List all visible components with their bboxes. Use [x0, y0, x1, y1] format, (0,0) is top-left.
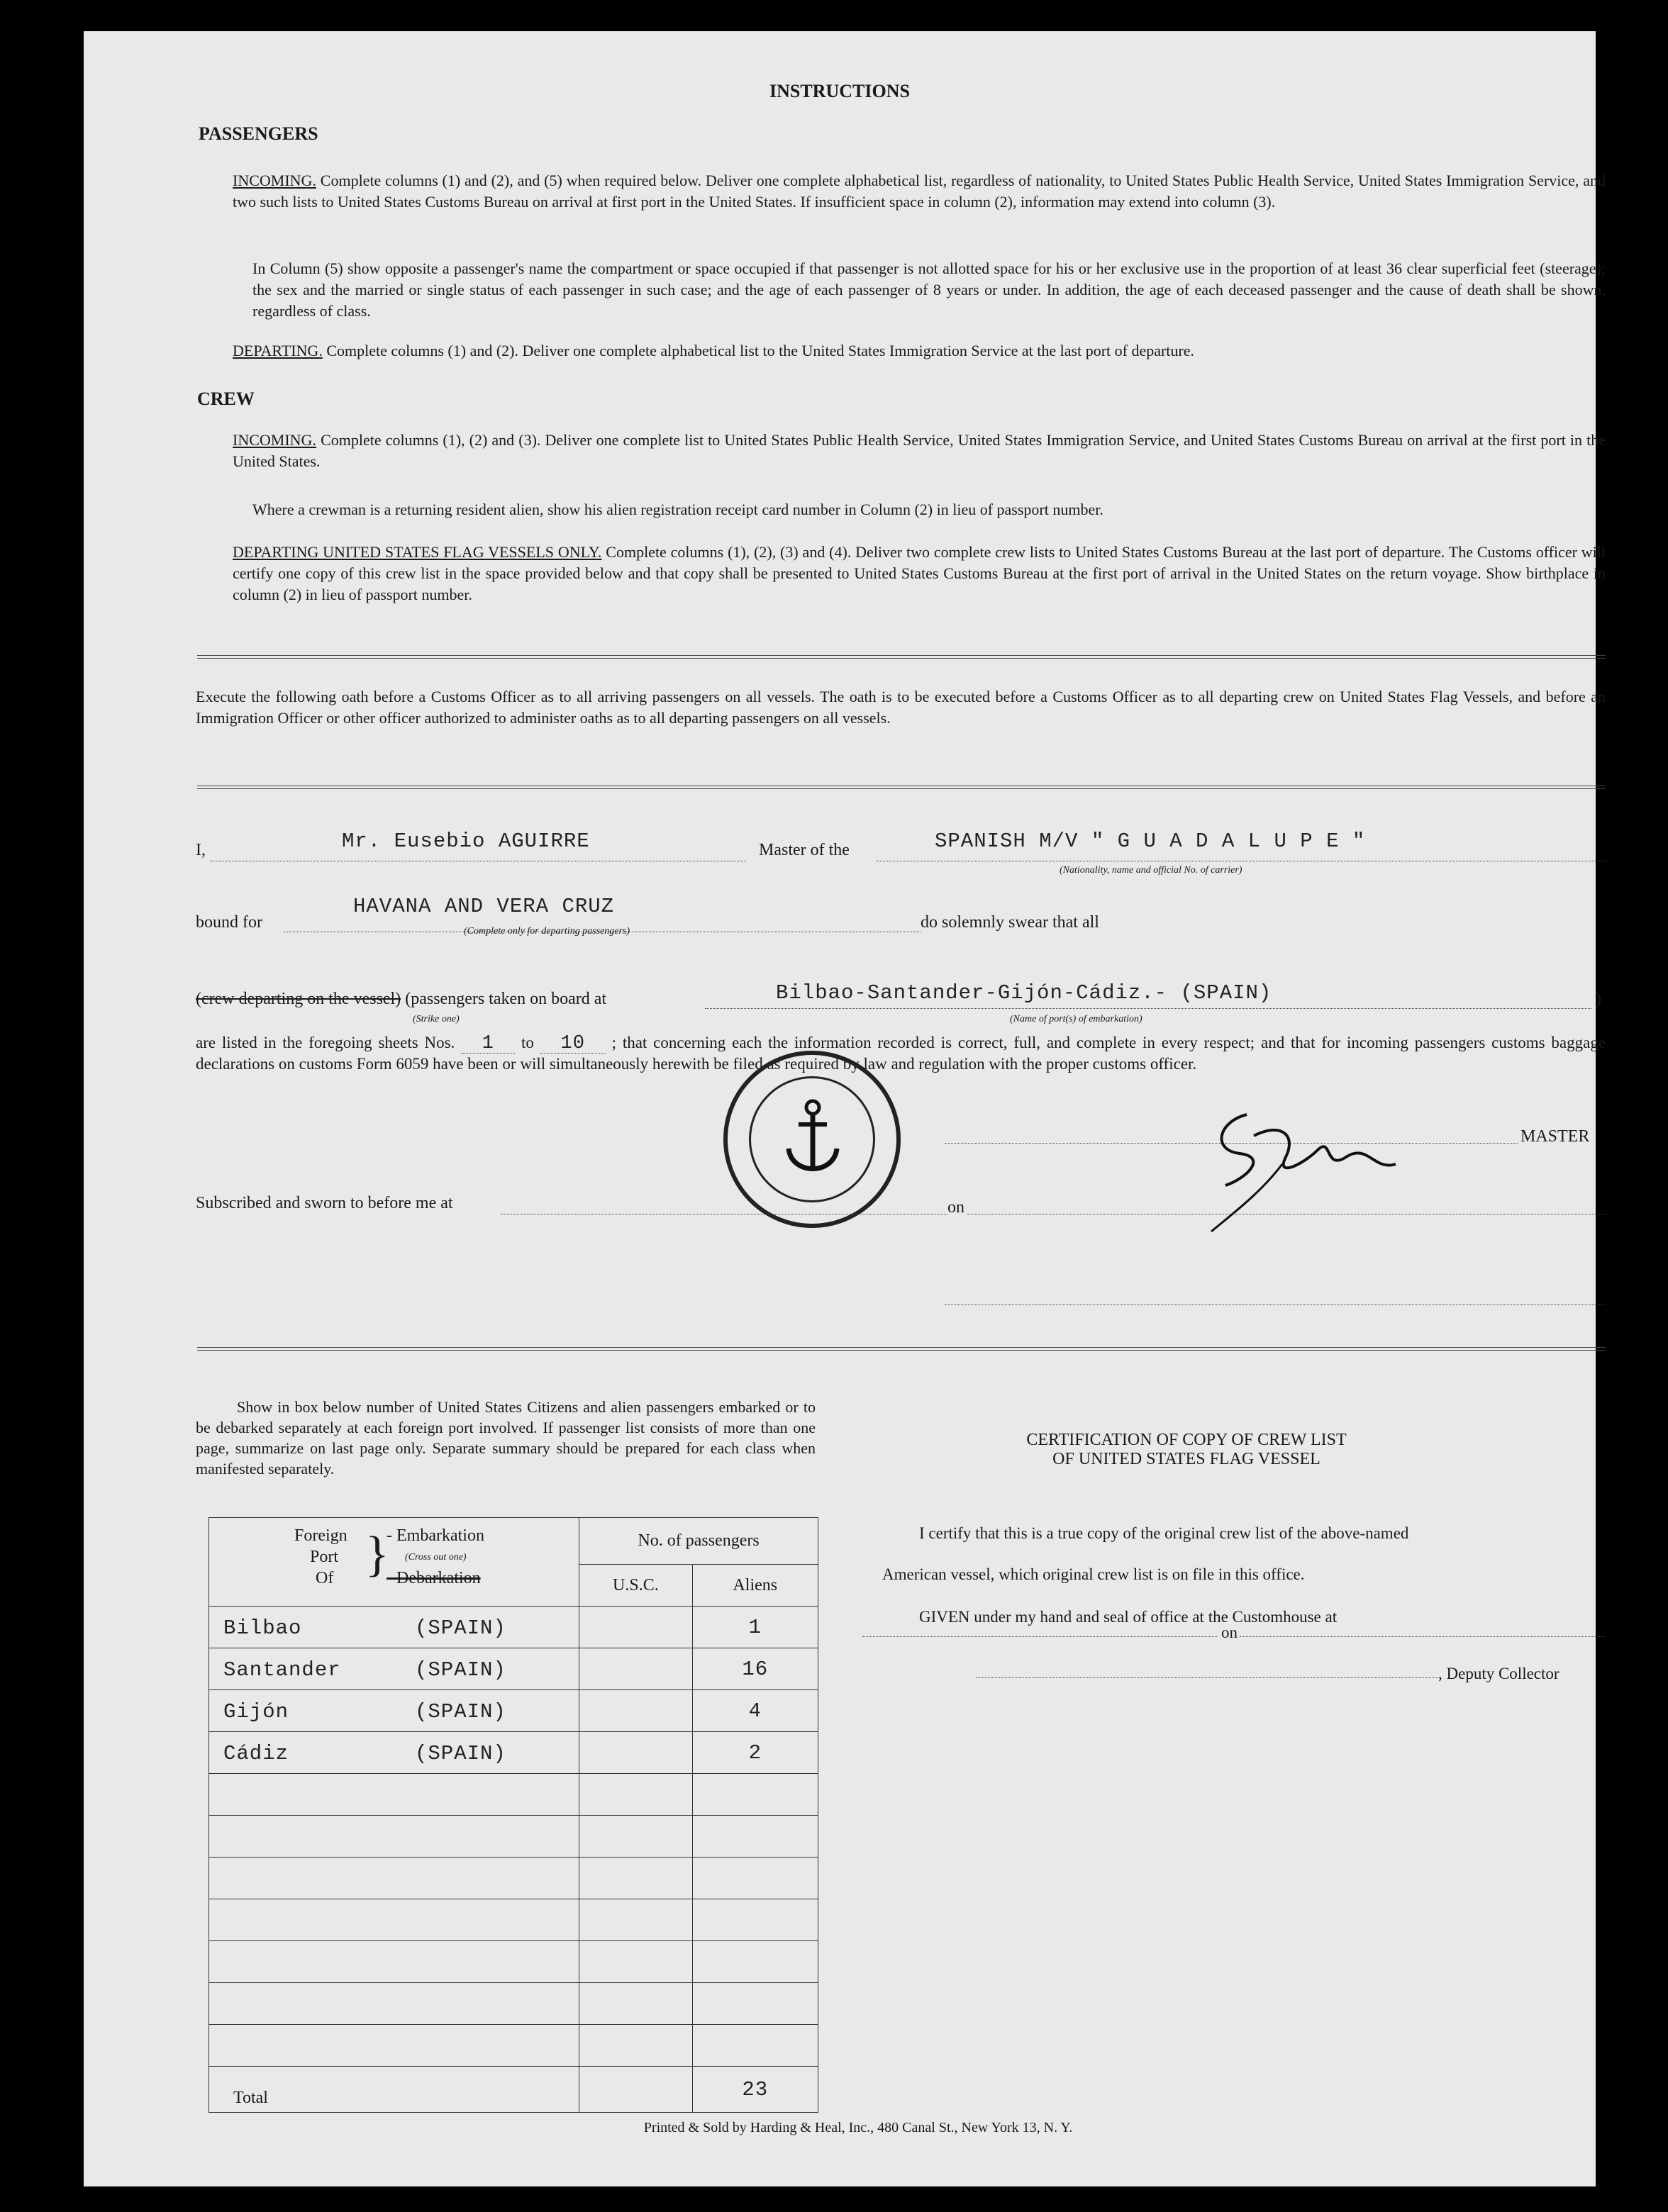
incoming-label: INCOMING. — [233, 172, 316, 189]
resident-alien-paragraph: Where a crewman is a returning resident alien, show his alien registration receipt card number in Column (2) in lieu of passport number. — [252, 501, 1103, 518]
departing-label: DEPARTING. — [233, 342, 323, 359]
vessel-name: SPANISH M/V " G U A D A L U P E " — [935, 830, 1366, 853]
summary-table-row — [209, 1607, 818, 1648]
usc-count — [579, 1858, 692, 1899]
usc-header: U.S.C. — [579, 1565, 692, 1607]
aliens-count: 4 — [692, 1690, 818, 1732]
port-name: Cádiz — [223, 1742, 289, 1765]
summary-table-row — [209, 2025, 818, 2067]
master-name: Mr. Eusebio AGUIRRE — [342, 830, 590, 853]
bound-for-label: bound for — [196, 913, 262, 932]
document-page — [84, 31, 1606, 2186]
port-country: (SPAIN) — [415, 1742, 506, 1765]
usc-count — [579, 1690, 692, 1732]
certification-title — [935, 1431, 1438, 1469]
foreign-label: Foreign — [294, 1526, 348, 1545]
summary-table-row — [209, 1899, 818, 1941]
total-usc — [579, 2067, 692, 2113]
aliens-count: 16 — [692, 1648, 818, 1690]
port-country: (SPAIN) — [415, 1658, 506, 1682]
crew-departing-label: DEPARTING UNITED STATES FLAG VESSELS ONLY. — [233, 543, 602, 561]
port-cell — [209, 1648, 579, 1690]
crew-incoming-text: Complete columns (1), (2) and (3). Deliver one complete list to United States Public Health Service, United States Immigration Service, and United States Customs Bureau on arrival at the first port in the United States. — [233, 431, 1606, 470]
swear-text: do solemnly swear that all — [921, 913, 1099, 932]
port-label: Port — [310, 1548, 339, 1566]
instructions-title: INSTRUCTIONS — [769, 81, 910, 101]
passengers-departing-paragraph — [233, 340, 1606, 362]
usc-count — [579, 1899, 692, 1941]
ports-of-embarkation: Bilbao-Santander-Gijón-Cádiz.- (SPAIN) — [776, 981, 1272, 1005]
total-label: Total — [209, 2067, 579, 2113]
sheet-to: 10 — [540, 1034, 606, 1054]
aliens-count — [692, 1899, 818, 1941]
divider — [197, 655, 1606, 659]
usc-count — [579, 1648, 692, 1690]
passengers-heading: PASSENGERS — [199, 123, 318, 144]
debarkation-struck: - Debarkation — [387, 1569, 481, 1587]
usc-count — [579, 2025, 692, 2067]
deputy-collector-line — [976, 1677, 1438, 1678]
sheets-paragraph — [196, 1032, 1606, 1075]
brace: } — [365, 1527, 389, 1582]
usc-count — [579, 1816, 692, 1858]
divider — [197, 786, 1606, 789]
summary-instructions: Show in box below number of United States Citizens and alien passengers embarked or to be debarked separately at each foreign port involved. If passenger list consists of more than one page, summarize on last page only. Separate summary should be prepared for each class when manifested separately. — [196, 1398, 816, 1478]
usc-count — [579, 1732, 692, 1774]
port-cell — [209, 1858, 579, 1899]
port-cell — [209, 1983, 579, 2025]
summary-rows — [209, 1607, 818, 2067]
port-cell — [209, 1690, 579, 1732]
summary-table-row — [209, 1774, 818, 1816]
master-signature — [1162, 1086, 1445, 1242]
aliens-header: Aliens — [692, 1565, 818, 1607]
certification-on-label: on — [1221, 1624, 1238, 1641]
port-country: (SPAIN) — [415, 1616, 506, 1640]
certification-date-line — [1240, 1636, 1606, 1637]
aliens-count — [692, 1941, 818, 1983]
aliens-count — [692, 1858, 818, 1899]
port-cell — [209, 2025, 579, 2067]
usc-count — [579, 1774, 692, 1816]
vessel-caption: (Nationality, name and official No. of carrier) — [1060, 865, 1242, 876]
port-country: (SPAIN) — [415, 1700, 506, 1724]
printer-footer: Printed & Sold by Harding & Heal, Inc., 480 Canal St., New York 13, N. Y. — [643, 2120, 1073, 2135]
crew-departing-text: Complete columns (1), (2), (3) and (4). Deliver two complete crew lists to United States Customs Bureau at the last port of departure. The Customs officer will certify one copy of this crew list in the space provided below and that copy shall be presented to United States Customs Bureau at the first port of arrival in the United States on the return voyage. Show birthplace in column (2) in lieu of passport number. — [233, 543, 1606, 603]
certification-title-line1: CERTIFICATION OF COPY OF CREW LIST — [1026, 1431, 1347, 1449]
crew-incoming-label: INCOMING. — [233, 431, 316, 449]
port-name: Santander — [223, 1658, 341, 1682]
ports-caption: (Name of port(s) of embarkation) — [1010, 1014, 1142, 1024]
to-label: to — [521, 1034, 534, 1051]
port-cell — [209, 1732, 579, 1774]
summary-table-row — [209, 1732, 818, 1774]
passenger-summary-table — [208, 1517, 818, 2113]
crew-departing-paragraph — [233, 542, 1606, 605]
oath-intro: Execute the following oath before a Customs Officer as to all arriving passengers on all vessels. The oath is to be executed before a Customs Officer as to all departing crew on United States Flag Vessels, and before an Immigration Officer or other officer authorized to administer oaths as to all departing passengers on all vessels. — [196, 688, 1606, 727]
port-cell — [209, 1607, 579, 1648]
passengers-incoming-paragraph — [233, 170, 1606, 213]
usc-count — [579, 1607, 692, 1648]
certification-title-line2: OF UNITED STATES FLAG VESSEL — [1052, 1450, 1320, 1468]
incoming-text: Complete columns (1) and (2), and (5) when required below. Deliver one complete alphabetical list, regardless of nationality, to United States Public Health Service, United States Immigration Service, and two such lists to United States Customs Bureau on arrival at first port in the United States. If insufficient space in column (2), information may extend into column (3). — [233, 172, 1606, 211]
summary-table-row — [209, 1858, 818, 1899]
summary-table-row — [209, 1941, 818, 1983]
given-text: GIVEN under my hand and seal of office at the Customhouse at — [919, 1608, 1338, 1626]
port-cell — [209, 1899, 579, 1941]
summary-table-row — [209, 1690, 818, 1732]
bound-caption: (Complete only for departing passengers) — [464, 926, 630, 937]
summary-table-row — [209, 1816, 818, 1858]
ports-line — [705, 1008, 1591, 1009]
destination: HAVANA AND VERA CRUZ — [353, 895, 615, 918]
sheet-from: 1 — [461, 1034, 515, 1054]
port-cell — [209, 1774, 579, 1816]
oath-body-text: ; that concerning each the information recorded is correct, full, and complete in every respect; and that for incoming passengers customs baggage declarations on customs Form 6059 have been or will simultaneously herewith be filed as required by law and regulation with the proper customs officer. — [196, 1034, 1606, 1073]
port-header-cell — [209, 1518, 579, 1607]
aliens-count — [692, 1816, 818, 1858]
aliens-count: 2 — [692, 1732, 818, 1774]
port-name: Gijón — [223, 1700, 289, 1724]
embarkation-label: - Embarkation — [387, 1526, 484, 1545]
cross-out-caption: (Cross out one) — [405, 1552, 467, 1563]
crew-passengers-clause — [196, 990, 606, 1009]
deputy-collector-label: , Deputy Collector — [1438, 1665, 1559, 1682]
master-of-label: Master of the — [759, 841, 850, 859]
certify-line1: I certify that this is a true copy of the original crew list of the above-named — [919, 1524, 1409, 1542]
divider — [197, 1347, 1606, 1351]
master-label: MASTER — [1520, 1127, 1590, 1146]
aliens-count — [692, 1983, 818, 2025]
debarkation-label — [387, 1569, 481, 1588]
anchor-icon — [784, 1097, 841, 1183]
vessel-seal-stamp — [723, 1051, 901, 1228]
sworn-on-label: on — [947, 1198, 964, 1217]
passengers-option: (passengers taken on board at — [405, 990, 607, 1008]
port-cell — [209, 1941, 579, 1983]
aliens-count — [692, 2025, 818, 2067]
crew-incoming-paragraph — [233, 430, 1606, 472]
no-passengers-header: No. of passengers — [579, 1518, 818, 1565]
port-name: Bilbao — [223, 1616, 302, 1640]
certify-line2: American vessel, which original crew list is on file in this office. — [882, 1565, 1305, 1583]
crew-struck-option: (crew departing on the vessel) — [196, 990, 401, 1008]
total-aliens: 23 — [692, 2067, 818, 2113]
sheets-label: are listed in the foregoing sheets Nos. — [196, 1034, 455, 1051]
i-label: I, — [196, 841, 206, 859]
aliens-count: 1 — [692, 1607, 818, 1648]
customhouse-line — [862, 1636, 1217, 1637]
departing-text: Complete columns (1) and (2). Deliver one complete alphabetical list to the United States Immigration Service at the last port of departure. — [326, 342, 1195, 359]
summary-table-row — [209, 1983, 818, 2025]
subscribed-label: Subscribed and sworn to before me at — [196, 1194, 453, 1212]
usc-count — [579, 1941, 692, 1983]
of-label: Of — [316, 1569, 334, 1587]
usc-count — [579, 1983, 692, 2025]
aliens-count — [692, 1774, 818, 1816]
close-paren: ) — [1596, 990, 1601, 1008]
summary-table-row — [209, 1648, 818, 1690]
crew-heading: CREW — [197, 389, 255, 409]
port-cell — [209, 1816, 579, 1858]
column5-paragraph: In Column (5) show opposite a passenger's name the compartment or space occupied if that passenger is not allotted space for his or her exclusive use in the proportion of at least 36 clear superficial feet (steerage); the sex and the married or single status of each passenger in such case; and the age of each passenger of 8 years or under. In addition, the age of each deceased passenger and the cause of death shall be shown, regardless of class. — [252, 259, 1606, 320]
strike-caption: (Strike one) — [413, 1014, 460, 1024]
